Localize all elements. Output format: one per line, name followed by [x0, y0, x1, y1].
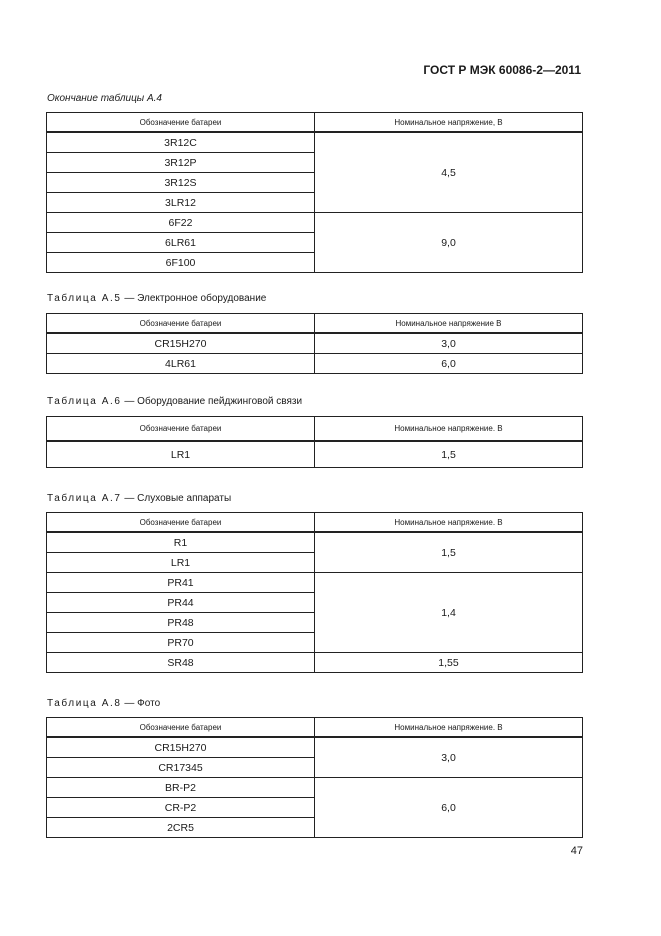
- designation-cell: 2CR5: [47, 818, 315, 838]
- caption-text: — Оборудование пейджинговой связи: [121, 396, 303, 407]
- table-row: [47, 737, 583, 758]
- caption-prefix: Таблица А.6: [47, 396, 122, 407]
- designation-cell: 3R12C: [47, 132, 315, 153]
- header-designation: Обозначение батареи: [47, 718, 315, 738]
- header-voltage: Номинальное напряжение. В: [315, 513, 583, 533]
- header-designation: Обозначение батареи: [47, 113, 315, 133]
- table-row: [47, 778, 583, 798]
- voltage-cell: 3,0: [315, 333, 583, 354]
- standard-number: ГОСТ Р МЭК 60086-2—2011: [423, 63, 581, 77]
- designation-cell: 3LR12: [47, 193, 315, 213]
- voltage-cell: 3,0: [315, 737, 583, 778]
- designation-cell: CR17345: [47, 758, 315, 778]
- header-voltage: Номинальное напряжение. В: [315, 718, 583, 738]
- header-voltage: Номинальное напряжение, В: [315, 113, 583, 133]
- table-row: [47, 653, 583, 673]
- designation-cell: 6LR61: [47, 233, 315, 253]
- header-designation: Обозначение батареи: [47, 314, 315, 334]
- designation-cell: PR70: [47, 633, 315, 653]
- table-a6: [46, 416, 583, 468]
- designation-cell: R1: [47, 532, 315, 553]
- designation-cell: 6F100: [47, 253, 315, 273]
- voltage-cell: 4,5: [315, 132, 583, 213]
- designation-cell: BR-P2: [47, 778, 315, 798]
- designation-cell: 3R12S: [47, 173, 315, 193]
- caption-text: — Электронное оборудование: [121, 293, 267, 304]
- table-row: [47, 132, 583, 153]
- designation-cell: CR15H270: [47, 333, 315, 354]
- caption-prefix: Таблица А.8: [47, 698, 122, 709]
- caption-table-a5: [47, 293, 266, 304]
- table-row: [47, 441, 583, 468]
- designation-cell: 4LR61: [47, 354, 315, 374]
- header-designation: Обозначение батареи: [47, 513, 315, 533]
- table-a8: [46, 717, 583, 838]
- designation-cell: 3R12P: [47, 153, 315, 173]
- designation-cell: 6F22: [47, 213, 315, 233]
- caption-text: — Слуховые аппараты: [121, 493, 232, 504]
- table-a4: [46, 112, 583, 273]
- caption-table-a4: Окончание таблицы А.4: [47, 93, 162, 104]
- designation-cell: PR48: [47, 613, 315, 633]
- caption-table-a6: [47, 396, 302, 407]
- voltage-cell: 6,0: [315, 778, 583, 838]
- table-row: [47, 573, 583, 593]
- designation-cell: SR48: [47, 653, 315, 673]
- table-row: [47, 213, 583, 233]
- voltage-cell: 9,0: [315, 213, 583, 273]
- header-designation: Обозначение батареи: [47, 417, 315, 442]
- page-number: 47: [570, 845, 583, 857]
- table-row: [47, 532, 583, 553]
- table-a5: [46, 313, 583, 374]
- header-voltage: Номинальное напряжение В: [315, 314, 583, 334]
- voltage-cell: 1,5: [315, 532, 583, 573]
- voltage-cell: 1,5: [315, 441, 583, 468]
- caption-prefix: Таблица А.5: [47, 293, 122, 304]
- header-voltage: Номинальное напряжение. В: [315, 417, 583, 442]
- caption-table-a7: [47, 493, 231, 504]
- designation-cell: LR1: [47, 553, 315, 573]
- caption-table-a8: [47, 698, 160, 709]
- designation-cell: CR-P2: [47, 798, 315, 818]
- designation-cell: PR44: [47, 593, 315, 613]
- table-row: [47, 354, 583, 374]
- table-row: [47, 333, 583, 354]
- voltage-cell: 1,55: [315, 653, 583, 673]
- voltage-cell: 1,4: [315, 573, 583, 653]
- designation-cell: PR41: [47, 573, 315, 593]
- voltage-cell: 6,0: [315, 354, 583, 374]
- designation-cell: LR1: [47, 441, 315, 468]
- caption-prefix: Таблица А.7: [47, 493, 122, 504]
- table-a7: [46, 512, 583, 673]
- designation-cell: CR15H270: [47, 737, 315, 758]
- caption-text: — Фото: [121, 698, 161, 709]
